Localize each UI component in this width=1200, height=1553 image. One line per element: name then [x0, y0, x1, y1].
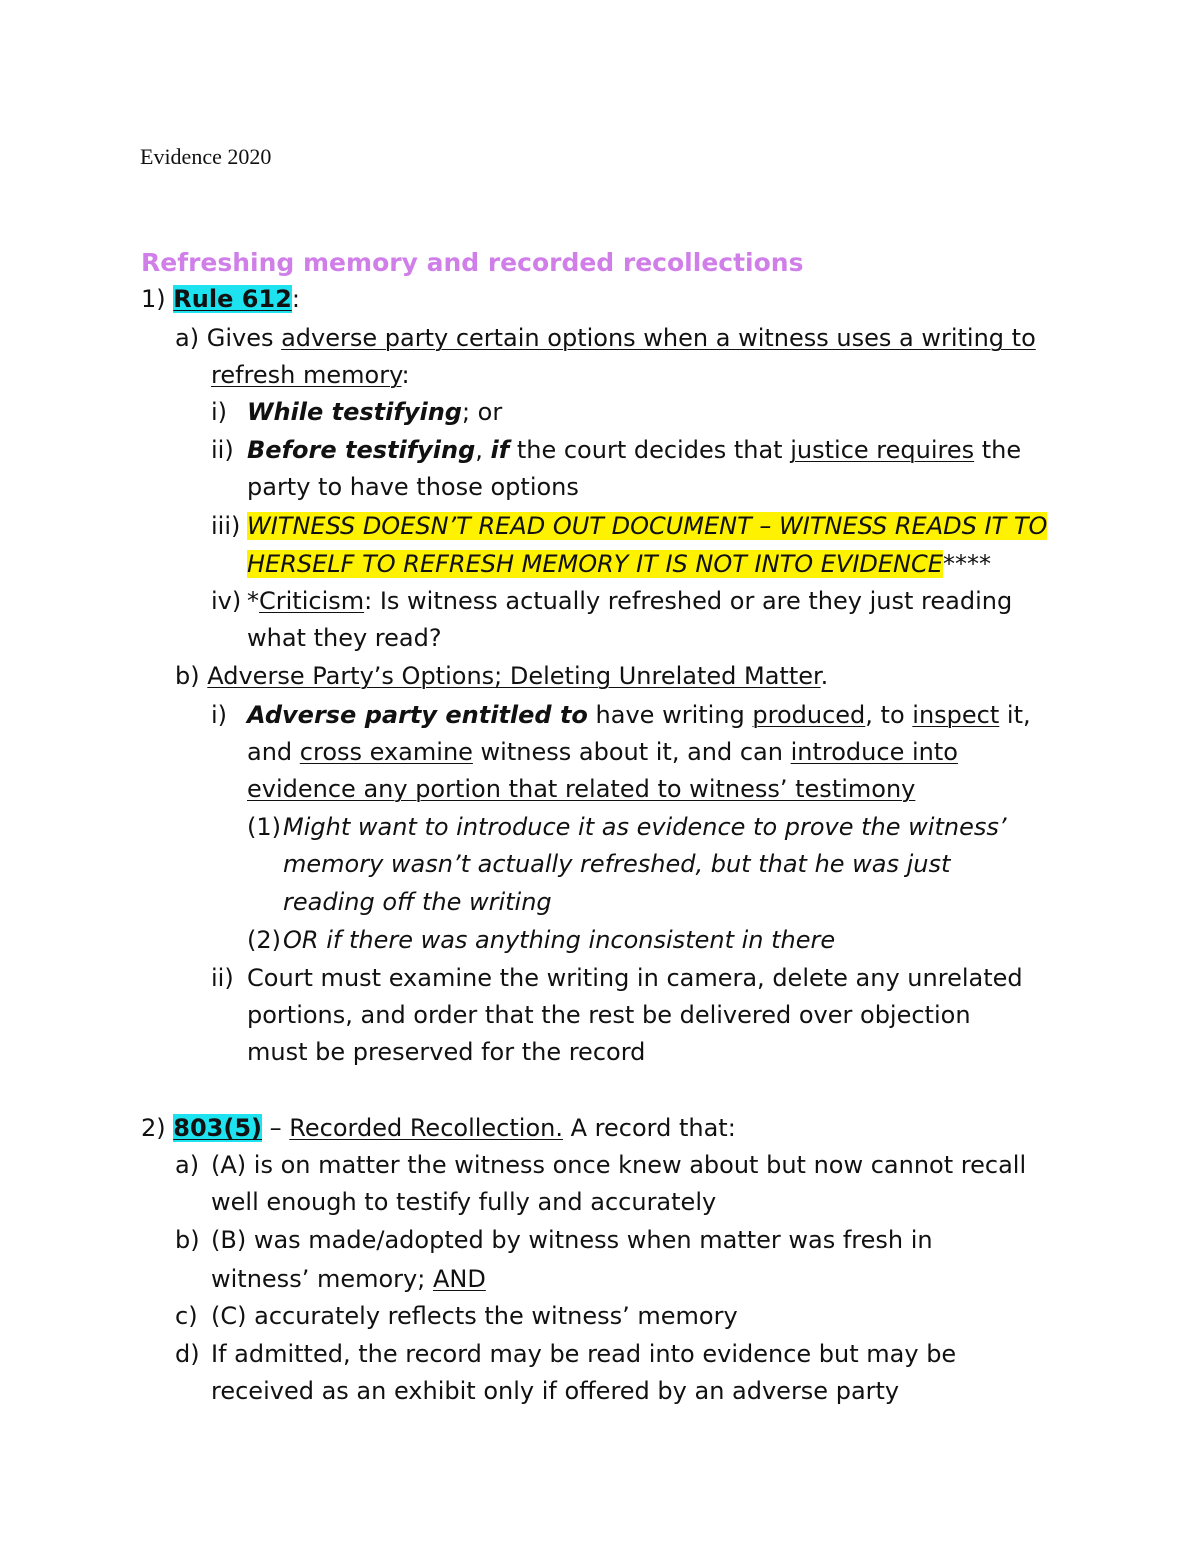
item-b-line: b) Adverse Party’s Options; Deleting Unrelated Matter. [175, 662, 829, 690]
item-b-i-2: (2)OR if there was anything inconsistent in there [247, 926, 836, 954]
rule-803-line: 2) 803(5) – Recorded Recollection. A record that: [141, 1114, 736, 1142]
item-b-i-line3: evidence any portion that related to witness’ testimony [247, 775, 916, 803]
item-2a-line2: well enough to testify fully and accurately [211, 1188, 717, 1216]
list-label: b) [175, 662, 200, 690]
list-number: 2) [141, 1114, 166, 1142]
item-a-i: i) While testifying; or [211, 398, 503, 426]
item-b-ii-line2: portions, and order that the rest be delivered over objection [247, 1001, 971, 1029]
item-b-i-line2: and cross examine witness about it, and can introduce into [247, 738, 958, 766]
yellow-highlight: WITNESS DOESN’T READ OUT DOCUMENT – WITNESS READS IT TO [247, 512, 1048, 540]
item-b-ii-line3: must be preserved for the record [247, 1038, 646, 1066]
rule-612-line: 1) Rule 612: [141, 285, 300, 313]
item-b-i-1-line2: memory wasn’t actually refreshed, but that he was just [283, 850, 951, 878]
list-number: 1) [141, 285, 166, 313]
item-b-ii-line1: ii) Court must examine the writing in camera, delete any unrelated [211, 964, 1023, 992]
item-2a-line1: a) (A) is on matter the witness once knew about but now cannot recall [175, 1151, 1027, 1179]
item-b-i-1-line1: (1)Might want to introduce it as evidence to prove the witness’ [247, 813, 1007, 841]
rule-803-highlight: 803(5) [173, 1114, 263, 1142]
item-2d-line1: d) If admitted, the record may be read into evidence but may be [175, 1340, 957, 1368]
item-a-ii-line2: party to have those options [247, 473, 579, 501]
item-a-iii-line2: HERSELF TO REFRESH MEMORY IT IS NOT INTO EVIDENCE**** [247, 550, 991, 578]
item-a-line1: a) Gives adverse party certain options when a witness uses a writing to [175, 324, 1036, 352]
item-a-iv-line1: iv) *Criticism: Is witness actually refreshed or are they just reading [211, 587, 1013, 615]
item-2d-line2: received as an exhibit only if offered by an adverse party [211, 1377, 900, 1405]
item-2b-line2: witness’ memory; AND [211, 1265, 486, 1293]
item-b-i-1-line3: reading off the writing [283, 888, 552, 916]
item-a-iii-line1: iii) WITNESS DOESN’T READ OUT DOCUMENT – WITNESS READS IT TO [211, 512, 1048, 540]
item-a-iv-line2: what they read? [247, 624, 442, 652]
item-2c: c) (C) accurately reflects the witness’ memory [175, 1302, 738, 1330]
yellow-highlight: HERSELF TO REFRESH MEMORY IT IS NOT INTO EVIDENCE [247, 550, 943, 578]
section-heading: Refreshing memory and recorded recollections [141, 248, 804, 277]
item-2b-line1: b) (B) was made/adopted by witness when matter was fresh in [175, 1226, 933, 1254]
rule-612-highlight: Rule 612 [173, 285, 292, 313]
list-label: a) [175, 324, 200, 352]
item-a-ii-line1: ii) Before testifying, if the court decides that justice requires the [211, 436, 1022, 464]
document-header: Evidence 2020 [140, 144, 272, 169]
item-b-i-line1: i) Adverse party entitled to have writing produced, to inspect it, [211, 701, 1031, 729]
item-a-line2: refresh memory: [211, 361, 410, 389]
